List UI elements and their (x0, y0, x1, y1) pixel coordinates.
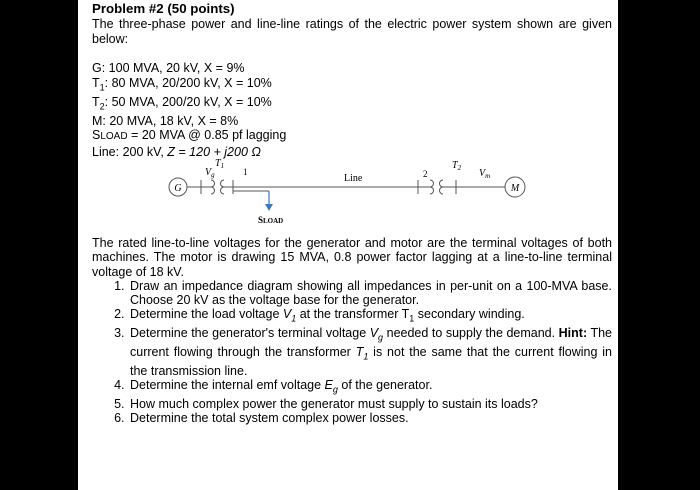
problem-description: The rated line-to-line voltages for the generator and motor are the terminal voltages of both machines. The motor is drawing 15 MVA, 0.8 power factor lagging at a line-to-line terminal voltage of 18 kV. (92, 236, 612, 279)
problem-intro: The three-phase power and line-line ratings of the electric power system shown are given below: (92, 17, 612, 46)
t2-label: $T_2$ (452, 160, 462, 172)
bus-1-label: 1 (243, 167, 248, 177)
document-page (78, 0, 618, 490)
rating-transformer-2: $T_2$: 50 MVA, 200/20 kV, X = 10% (92, 94, 272, 112)
rating-load: SLOAD = 20 MVA @ 0.85 pf lagging (92, 128, 287, 143)
t2-primary-winding (430, 180, 434, 194)
question-6: 6. Determine the total system complex power losses. (128, 411, 612, 425)
bus-2-label: 2 (423, 169, 428, 179)
one-line-diagram (78, 150, 618, 230)
question-3: 3. Determine the generator's terminal voltage $V_g$ needed to supply the demand. Hint: The current flowing through the transformer $T_1$ is not the same that the current flowing in the transmission line. (128, 326, 612, 378)
question-1: 1. Draw an impedance diagram showing all impedances in per-unit on a 100-MVA base. Choose 20 kV as the voltage base for the generator. (128, 279, 612, 308)
rating-line: Line: 200 kV, Z = 120 + j200 Ω (92, 144, 261, 159)
t2-secondary-winding (440, 180, 443, 194)
question-list (92, 279, 612, 426)
problem-title: Problem #2 (50 points) (92, 1, 235, 16)
ratings-list (92, 61, 612, 160)
t1-label: $T_1$ (215, 158, 225, 170)
t1-secondary-winding (221, 180, 225, 194)
vg-label: $V_g$ (205, 167, 215, 179)
generator-label: G (174, 183, 182, 194)
question-4: 4. Determine the internal emf voltage $E_g$ of the generator. (128, 378, 612, 397)
rating-generator: G: 100 MVA, 20 kV, X = 9% (92, 61, 245, 75)
t1-primary-winding (211, 180, 215, 194)
line-label: Line (344, 173, 363, 184)
problem-header (92, 1, 612, 160)
rating-transformer-1: $T_1$: 80 MVA, 20/200 kV, X = 10% (92, 75, 272, 93)
sload-label: SLOAD (258, 215, 284, 225)
problem-body (92, 236, 612, 426)
vm-label: $V_m$ (479, 168, 491, 180)
question-5: 5. How much complex power the generator must supply to sustain its loads? (128, 397, 612, 411)
question-2: 2. Determine the load voltage $V_1$ at the transformer $T_1$ secondary winding. (128, 307, 612, 326)
load-arrow-head (265, 204, 273, 211)
rating-motor: M: 20 MVA, 18 kV, X = 8% (92, 113, 239, 128)
motor-label: M (510, 183, 520, 194)
